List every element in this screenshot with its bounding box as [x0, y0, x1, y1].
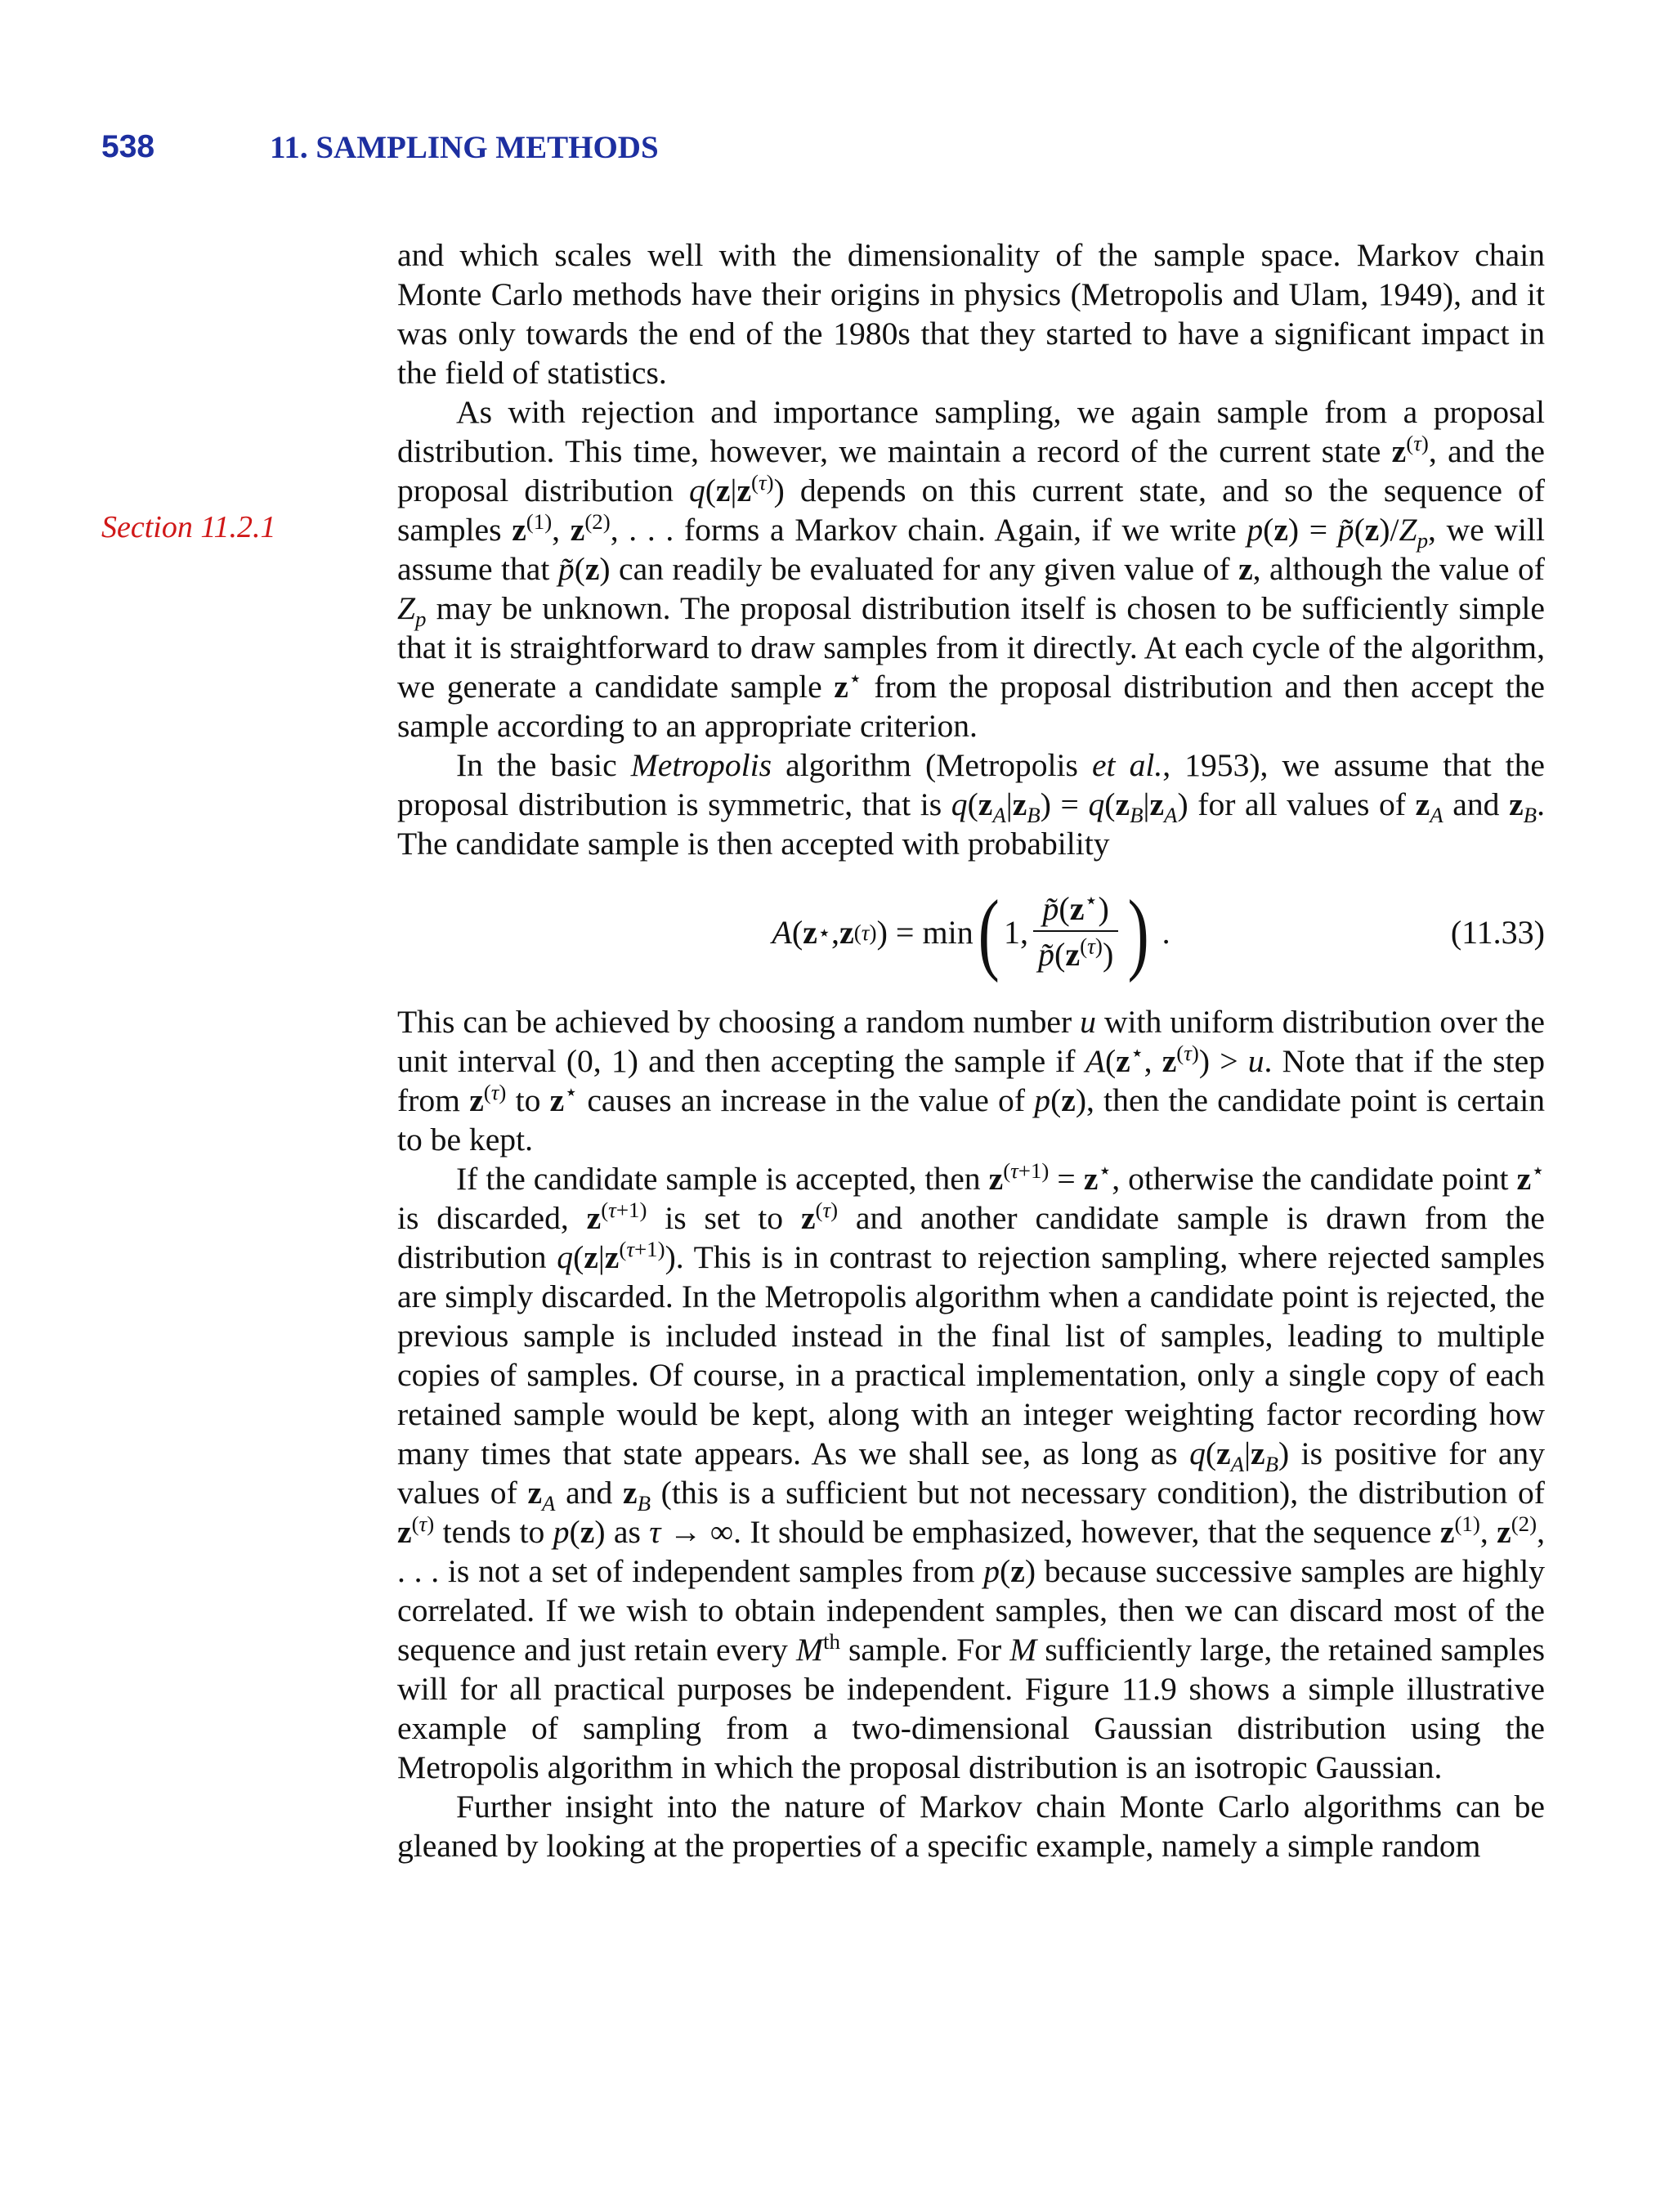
equation-11-33: [397, 871, 1545, 994]
equation-body: A ( z ⋆ , z (τ) ) = min ( 1, $\frac{p̃(z^⋆)}{p̃(z^{(\tau)})}$ ) .: [772, 882, 1170, 983]
paragraph-3: In the basic Metropolis algorithm (Metropolis et al., 1953), we assume that the proposal distribution is symmetric, that is $q(z_A|z_B) = q(z_B|z_A)$ for all values of $z_A$ and $z_B$. The candidate sample is then accepted with probability: [397, 747, 1545, 862]
paragraph-1: and which scales well with the dimensionality of the sample space. Markov chain Monte Carlo methods have their origins in physics (Metropolis and Ulam, 1949), and it was only towards the end of the 1980s that they started to have a significant impact in the field of statistics.: [397, 237, 1545, 391]
equation-number: (11.33): [1450, 914, 1545, 951]
section-cross-reference[interactable]: Section 11.2.1: [101, 510, 276, 544]
page-number: 538: [101, 129, 155, 164]
chapter-title: 11. SAMPLING METHODS: [270, 130, 659, 165]
paragraph-5: If the candidate sample is accepted, then $z^{(\tau+1)} = z^⋆$, otherwise the candidate point z⋆ is discarded, $z^{(\tau+1)}$ is set to $z^{(\tau)}$ and another candidate sample is drawn from the distribution $q(z|z^{(\tau+1)})$. This is in contrast to rejection sampling, where rejected samples are simply discarded. In the Metropolis algorithm when a candidate point is rejected, the previous sample is included instead in the final list of samples, leading to multiple copies of samples. Of course, in a practical implementation, only a single copy of each retained sample would be kept, along with an integer weighting factor recording how many times that state appears. As we shall see, as long as $q(z_A|z_B)$ is positive for any values of $z_A$ and $z_B$ (this is a sufficient but not necessary condition), the distribution of $z^{(\tau)}$ tends to p(z) as τ → ∞. It should be emphasized, however, that the sequence $z^{(1)}$, $z^{(2)}$, . . . is not a set of independent samples from p(z) because successive samples are highly correlated. If we wish to obtain independent samples, then we can discard most of the sequence and just retain every Mth sample. For M sufficiently large, the retained samples will for all practical purposes be independent. Figure 11.9 shows a simple illustrative example of sampling from a two-dimensional Gaussian distribution using the Metropolis algorithm in which the proposal distribution is an isotropic Gaussian.: [397, 1157, 1546, 1785]
paragraph-4: This can be achieved by choosing a random number u with uniform distribution over the unit interval (0, 1) and then accepting the sample if A(z⋆, $z^{(\tau)}) > u$. Note that if the step from $z^{(\tau)}$ to z⋆ causes an increase in the value of p(z), then the candidate point is certain to be kept.: [397, 1004, 1545, 1157]
paragraph-2: As with rejection and importance sampling, we again sample from a proposal distribution. This time, however, we maintain a record of the current state $z^{(\tau)}$, and the proposal distribution $q(z|z^{(\tau)})$ depends on this current state, and so the sequence of samples $z^{(1)}$, $z^{(2)}$, . . . forms a Markov chain. Again, if we write $p(z) = p̃(z)/Z_p$, we will assume that p̃(z) can readily be evaluated for any given value of z, although the value of $Z_p$ may be unknown. The proposal distribution itself is chosen to be sufficiently simple that it is straightforward to draw samples from it directly. At each cycle of the algorithm, we generate a candidate sample z⋆ from the proposal distribution and then accept the sample according to an appropriate criterion.: [397, 394, 1545, 744]
paragraph-6: Further insight into the nature of Markov chain Monte Carlo algorithms can be gleaned by looking at the properties of a specific example, namely a simple random: [397, 1789, 1545, 1864]
body-text: [397, 235, 1545, 1865]
